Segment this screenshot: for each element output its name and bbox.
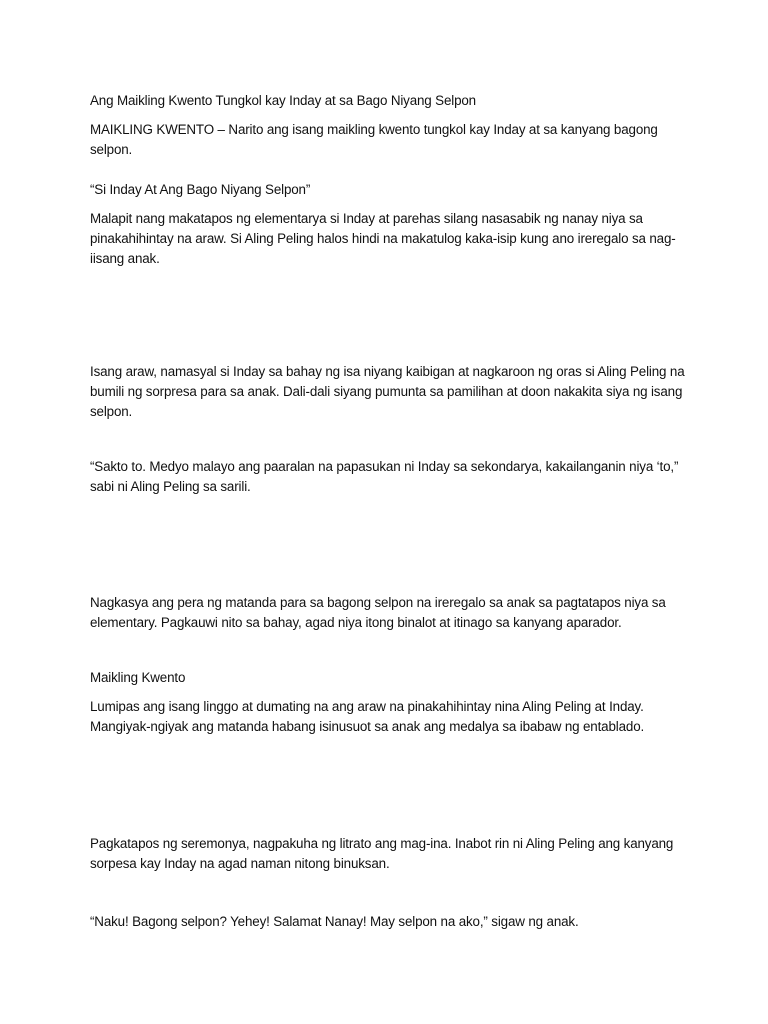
section-heading: Maikling Kwento: [90, 670, 186, 685]
paragraph-6: Pagkatapos ng seremonya, nagpakuha ng litrato ang mag-ina. Inabot rin ni Aling Peling ang kanyang sorpesa kay Inday na agad naman nitong binuksan.: [90, 836, 674, 871]
paragraph-7: “Naku! Bagong selpon? Yehey! Salamat Nanay! May selpon na ako,” sigaw ng anak.: [90, 914, 579, 929]
intro-paragraph: MAIKLING KWENTO – Narito ang isang maikling kwento tungkol kay Inday at sa kanyang bagong selpon.: [90, 122, 658, 157]
paragraph-4: Nagkasya ang pera ng matanda para sa bagong selpon na ireregalo sa anak sa pagtatapos niya sa elementary. Pagkauwi nito sa bahay, agad niya itong binalot at itinago sa kanyang aparador.: [90, 595, 666, 630]
paragraph-1: Malapit nang makatapos ng elementarya si Inday at parehas silang nasasabik ng nanay niya sa pinakahihintay na araw. Si Aling Peling halos hindi na makatulog kaka-isip kung ano ireregalo sa nag-iisang anak.: [90, 211, 676, 266]
paragraph-5: Lumipas ang isang linggo at dumating na ang araw na pinakahihintay nina Aling Peling at Inday. Mangiyak-ngiyak ang matanda habang isinusuot sa anak ang medalya sa ibabaw ng entablado.: [90, 699, 645, 734]
paragraph-3: “Sakto to. Medyo malayo ang paaralan na papasukan ni Inday sa sekondarya, kakailanganin niya ‘to,” sabi ni Aling Peling sa sarili.: [90, 459, 679, 494]
story-title: “Si Inday At Ang Bago Niyang Selpon”: [90, 182, 311, 197]
paragraph-2: Isang araw, namasyal si Inday sa bahay ng isa niyang kaibigan at nagkaroon ng oras si Aling Peling na bumili ng sorpresa para sa anak. Dali-dali siyang pumunta sa pamilihan at doon nakakita siya ng isang selpon.: [90, 364, 685, 419]
document-title: Ang Maikling Kwento Tungkol kay Inday at sa Bago Niyang Selpon: [90, 93, 476, 108]
